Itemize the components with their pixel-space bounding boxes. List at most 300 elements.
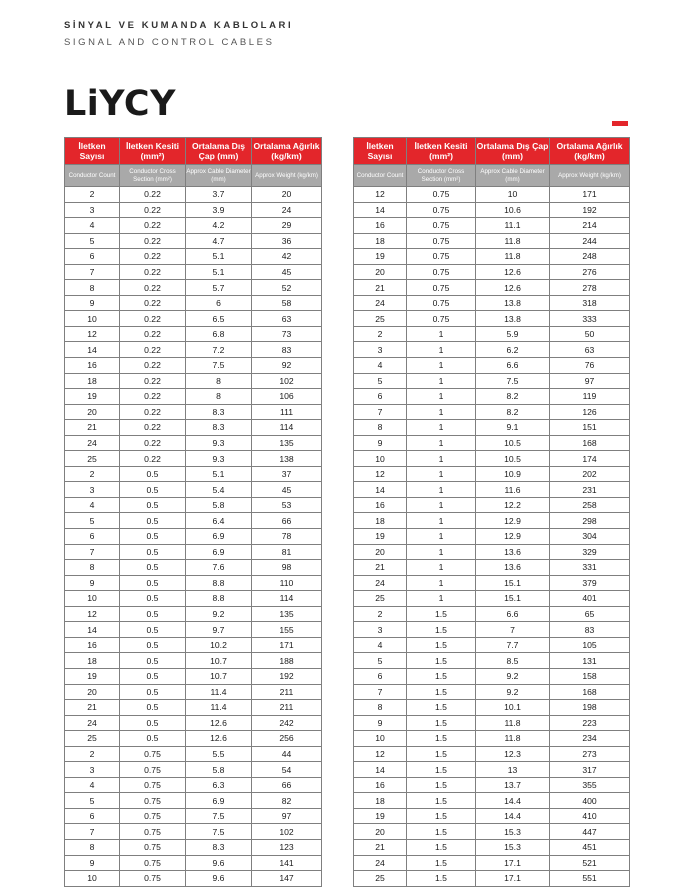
cell-weight: 135: [252, 606, 322, 622]
cell-diameter: 5.9: [476, 326, 550, 342]
cell-weight: 171: [550, 187, 630, 203]
cell-diameter: 8.3: [186, 839, 252, 855]
cell-diameter: 11.8: [476, 249, 550, 265]
cell-weight: 202: [550, 466, 630, 482]
cell-weight: 211: [252, 684, 322, 700]
cell-diameter: 15.1: [476, 591, 550, 607]
cell-section: 0.5: [120, 466, 186, 482]
table-row: [354, 326, 630, 342]
cell-count: 16: [65, 358, 120, 374]
cell-diameter: 6.9: [186, 529, 252, 545]
cell-count: 21: [354, 839, 407, 855]
cell-diameter: 9.7: [186, 622, 252, 638]
table-row: [65, 746, 322, 762]
cell-count: 12: [65, 326, 120, 342]
table-row: [65, 249, 322, 265]
accent-bar: [612, 121, 628, 126]
cell-count: 6: [354, 668, 407, 684]
cell-count: 18: [65, 373, 120, 389]
cell-weight: 141: [252, 855, 322, 871]
cell-count: 2: [65, 187, 120, 203]
col-header-section: İletken Kesiti (mm²): [407, 138, 476, 165]
table-row: [354, 808, 630, 824]
col-subheader-diameter: Approx Cable Diameter (mm): [186, 165, 252, 187]
cell-count: 16: [354, 218, 407, 234]
table-row: [65, 793, 322, 809]
cell-diameter: 11.8: [476, 233, 550, 249]
cell-count: 10: [65, 311, 120, 327]
cell-section: 0.75: [120, 824, 186, 840]
cell-weight: 379: [550, 575, 630, 591]
cell-count: 8: [354, 700, 407, 716]
cell-count: 2: [65, 466, 120, 482]
cell-count: 19: [65, 389, 120, 405]
cell-diameter: 12.2: [476, 497, 550, 513]
cell-count: 19: [354, 529, 407, 545]
cell-diameter: 12.9: [476, 513, 550, 529]
cell-section: 0.22: [120, 389, 186, 405]
cell-diameter: 12.6: [186, 715, 252, 731]
cell-diameter: 14.4: [476, 808, 550, 824]
cell-weight: 105: [550, 637, 630, 653]
product-title: LiYCY: [64, 84, 176, 124]
table-row: [65, 358, 322, 374]
cell-diameter: 7.5: [476, 373, 550, 389]
table-row: [65, 700, 322, 716]
cell-diameter: 17.1: [476, 871, 550, 887]
cell-diameter: 5.7: [186, 280, 252, 296]
table-row: [65, 389, 322, 405]
cell-weight: 244: [550, 233, 630, 249]
cell-weight: 273: [550, 746, 630, 762]
cell-count: 2: [354, 606, 407, 622]
table-row: [354, 497, 630, 513]
table-row: [354, 746, 630, 762]
table-row: [354, 762, 630, 778]
col-subheader-count: Conductor Count: [65, 165, 120, 187]
table-row: [65, 295, 322, 311]
cell-diameter: 11.4: [186, 684, 252, 700]
cell-diameter: 5.1: [186, 466, 252, 482]
cell-section: 0.22: [120, 358, 186, 374]
table-row: [65, 311, 322, 327]
cell-diameter: 12.6: [186, 731, 252, 747]
cell-count: 25: [65, 451, 120, 467]
table-row: [65, 731, 322, 747]
cell-count: 5: [65, 233, 120, 249]
cell-count: 20: [65, 684, 120, 700]
cell-count: 3: [65, 482, 120, 498]
table-row: [354, 529, 630, 545]
table-row: [65, 855, 322, 871]
cell-section: 0.5: [120, 715, 186, 731]
cell-diameter: 6.5: [186, 311, 252, 327]
cell-count: 21: [65, 420, 120, 436]
cell-weight: 111: [252, 404, 322, 420]
cell-weight: 214: [550, 218, 630, 234]
cell-count: 9: [65, 855, 120, 871]
section-heading-en: SIGNAL AND CONTROL CABLES: [64, 37, 275, 48]
cell-section: 0.5: [120, 684, 186, 700]
table-row: [65, 404, 322, 420]
cell-diameter: 6.9: [186, 544, 252, 560]
cell-section: 0.75: [407, 218, 476, 234]
cell-section: 0.22: [120, 342, 186, 358]
cell-diameter: 10.6: [476, 202, 550, 218]
cell-count: 6: [354, 389, 407, 405]
table-row: [65, 824, 322, 840]
cell-weight: 131: [550, 653, 630, 669]
cell-count: 7: [354, 404, 407, 420]
table-row: [354, 700, 630, 716]
cell-section: 1.5: [407, 606, 476, 622]
table-row: [65, 420, 322, 436]
cell-weight: 42: [252, 249, 322, 265]
cell-section: 0.75: [407, 202, 476, 218]
cell-weight: 234: [550, 731, 630, 747]
cell-count: 10: [65, 871, 120, 887]
cell-weight: 258: [550, 497, 630, 513]
cell-weight: 45: [252, 264, 322, 280]
cell-count: 7: [65, 824, 120, 840]
cell-section: 1: [407, 326, 476, 342]
table-row: [65, 668, 322, 684]
col-header-weight: Ortalama Ağırlık (kg/km): [550, 138, 630, 165]
cell-diameter: 7.6: [186, 560, 252, 576]
cell-count: 16: [65, 637, 120, 653]
cell-section: 1.5: [407, 824, 476, 840]
cell-section: 1.5: [407, 793, 476, 809]
cell-section: 0.22: [120, 451, 186, 467]
cell-diameter: 15.3: [476, 824, 550, 840]
cell-count: 21: [65, 700, 120, 716]
col-subheader-count: Conductor Count: [354, 165, 407, 187]
cell-section: 1.5: [407, 762, 476, 778]
table-row: [354, 560, 630, 576]
cell-count: 16: [354, 777, 407, 793]
table-row: [65, 482, 322, 498]
cell-count: 3: [354, 342, 407, 358]
cell-diameter: 9.2: [476, 684, 550, 700]
cell-count: 6: [65, 249, 120, 265]
cell-section: 0.5: [120, 544, 186, 560]
cell-section: 1: [407, 342, 476, 358]
cell-diameter: 7.2: [186, 342, 252, 358]
cell-weight: 114: [252, 591, 322, 607]
cell-weight: 333: [550, 311, 630, 327]
cell-diameter: 8.5: [476, 653, 550, 669]
table-row: [65, 591, 322, 607]
cell-diameter: 11.8: [476, 731, 550, 747]
cell-diameter: 10.1: [476, 700, 550, 716]
cell-weight: 123: [252, 839, 322, 855]
cell-count: 24: [65, 715, 120, 731]
cell-weight: 73: [252, 326, 322, 342]
cell-section: 1: [407, 529, 476, 545]
table-row: [65, 544, 322, 560]
cell-diameter: 5.8: [186, 762, 252, 778]
cell-count: 14: [354, 202, 407, 218]
cell-section: 1: [407, 389, 476, 405]
table-row: [354, 777, 630, 793]
table-row: [354, 264, 630, 280]
cell-count: 4: [65, 218, 120, 234]
cell-weight: 110: [252, 575, 322, 591]
cell-section: 1.5: [407, 746, 476, 762]
cell-count: 4: [65, 497, 120, 513]
cell-weight: 102: [252, 373, 322, 389]
table-row: [65, 233, 322, 249]
cell-diameter: 13: [476, 762, 550, 778]
cell-section: 0.75: [120, 808, 186, 824]
cell-diameter: 12.6: [476, 264, 550, 280]
table-row: [65, 264, 322, 280]
table-row: [354, 404, 630, 420]
table-row: [65, 497, 322, 513]
table-row: [354, 668, 630, 684]
cell-count: 18: [354, 513, 407, 529]
cell-weight: 171: [252, 637, 322, 653]
cell-diameter: 6.2: [476, 342, 550, 358]
cell-section: 0.5: [120, 637, 186, 653]
cell-diameter: 6.6: [476, 606, 550, 622]
table-row: [354, 435, 630, 451]
cell-diameter: 10: [476, 187, 550, 203]
cell-diameter: 9.3: [186, 435, 252, 451]
cell-section: 0.75: [120, 793, 186, 809]
table-row: [354, 575, 630, 591]
cell-section: 1: [407, 544, 476, 560]
cell-diameter: 9.6: [186, 871, 252, 887]
cell-weight: 97: [550, 373, 630, 389]
table-row: [354, 358, 630, 374]
table-row: [354, 824, 630, 840]
cell-section: 1.5: [407, 700, 476, 716]
cell-count: 25: [65, 731, 120, 747]
cell-count: 12: [354, 746, 407, 762]
cell-weight: 278: [550, 280, 630, 296]
table-row: [65, 513, 322, 529]
cell-count: 24: [354, 855, 407, 871]
col-header-count: İletken Sayısı: [65, 138, 120, 165]
cell-count: 4: [354, 358, 407, 374]
cell-weight: 298: [550, 513, 630, 529]
cell-diameter: 7.7: [476, 637, 550, 653]
cell-count: 20: [354, 824, 407, 840]
cell-weight: 106: [252, 389, 322, 405]
cell-diameter: 11.4: [186, 700, 252, 716]
cell-weight: 119: [550, 389, 630, 405]
cell-count: 24: [354, 295, 407, 311]
cell-count: 10: [354, 451, 407, 467]
cell-diameter: 5.4: [186, 482, 252, 498]
cell-diameter: 4.2: [186, 218, 252, 234]
cell-weight: 54: [252, 762, 322, 778]
cell-section: 0.5: [120, 622, 186, 638]
cell-diameter: 8: [186, 373, 252, 389]
cell-weight: 78: [252, 529, 322, 545]
cell-section: 0.22: [120, 404, 186, 420]
cell-weight: 92: [252, 358, 322, 374]
cell-count: 4: [354, 637, 407, 653]
cell-diameter: 8: [186, 389, 252, 405]
cell-weight: 53: [252, 497, 322, 513]
cell-weight: 114: [252, 420, 322, 436]
cell-count: 8: [65, 560, 120, 576]
cell-diameter: 15.1: [476, 575, 550, 591]
table-row: [65, 777, 322, 793]
cell-weight: 36: [252, 233, 322, 249]
cell-weight: 126: [550, 404, 630, 420]
cell-section: 0.22: [120, 280, 186, 296]
cell-section: 1.5: [407, 684, 476, 700]
cell-diameter: 8.3: [186, 404, 252, 420]
table-row: [354, 420, 630, 436]
cell-section: 1.5: [407, 777, 476, 793]
cell-count: 8: [354, 420, 407, 436]
table-row: [65, 202, 322, 218]
table-row: [65, 606, 322, 622]
col-header-weight: Ortalama Ağırlık (kg/km): [252, 138, 322, 165]
cell-count: 7: [65, 544, 120, 560]
cell-count: 19: [65, 668, 120, 684]
cell-weight: 168: [550, 684, 630, 700]
cell-section: 1.5: [407, 653, 476, 669]
table-row: [354, 202, 630, 218]
cell-section: 0.75: [407, 233, 476, 249]
cell-count: 12: [354, 187, 407, 203]
cell-diameter: 5.1: [186, 264, 252, 280]
cell-weight: 83: [550, 622, 630, 638]
cell-section: 0.75: [120, 871, 186, 887]
table-row: [354, 591, 630, 607]
spec-table-right: [353, 137, 630, 887]
cell-section: 1.5: [407, 871, 476, 887]
cell-section: 0.5: [120, 668, 186, 684]
cell-count: 7: [65, 264, 120, 280]
cell-count: 5: [65, 793, 120, 809]
cell-weight: 355: [550, 777, 630, 793]
cell-weight: 256: [252, 731, 322, 747]
cell-weight: 276: [550, 264, 630, 280]
cell-section: 1.5: [407, 808, 476, 824]
cell-section: 1: [407, 435, 476, 451]
cell-diameter: 8.8: [186, 591, 252, 607]
cell-weight: 551: [550, 871, 630, 887]
cell-weight: 65: [550, 606, 630, 622]
table-row: [65, 715, 322, 731]
cell-count: 3: [65, 762, 120, 778]
table-row: [354, 637, 630, 653]
cell-diameter: 10.5: [476, 435, 550, 451]
cell-count: 20: [354, 264, 407, 280]
table-row: [65, 529, 322, 545]
cell-weight: 45: [252, 482, 322, 498]
cell-section: 0.75: [120, 839, 186, 855]
table-row: [354, 871, 630, 887]
cell-weight: 223: [550, 715, 630, 731]
cell-section: 1.5: [407, 622, 476, 638]
cell-diameter: 10.9: [476, 466, 550, 482]
cell-section: 0.22: [120, 264, 186, 280]
cell-count: 5: [354, 373, 407, 389]
cell-diameter: 6: [186, 295, 252, 311]
cell-diameter: 10.5: [476, 451, 550, 467]
cell-count: 18: [354, 233, 407, 249]
cell-weight: 192: [550, 202, 630, 218]
col-header-diameter: Ortalama Dış Çap (mm): [186, 138, 252, 165]
cell-weight: 317: [550, 762, 630, 778]
cell-count: 25: [354, 871, 407, 887]
cell-diameter: 7: [476, 622, 550, 638]
table-row: [354, 466, 630, 482]
table-row: [65, 187, 322, 203]
cell-count: 14: [354, 482, 407, 498]
cell-weight: 318: [550, 295, 630, 311]
cell-weight: 52: [252, 280, 322, 296]
cell-weight: 37: [252, 466, 322, 482]
cell-diameter: 11.8: [476, 715, 550, 731]
cell-weight: 410: [550, 808, 630, 824]
cell-diameter: 7.5: [186, 358, 252, 374]
cell-count: 19: [354, 808, 407, 824]
cell-count: 10: [65, 591, 120, 607]
cell-section: 0.5: [120, 575, 186, 591]
table-row: [354, 187, 630, 203]
section-heading-tr: SİNYAL VE KUMANDA KABLOLARI: [64, 20, 294, 31]
cell-count: 5: [354, 653, 407, 669]
table-row: [354, 731, 630, 747]
cell-section: 1.5: [407, 637, 476, 653]
cell-weight: 400: [550, 793, 630, 809]
cell-weight: 76: [550, 358, 630, 374]
cell-section: 0.75: [407, 295, 476, 311]
table-row: [354, 233, 630, 249]
cell-diameter: 10.7: [186, 668, 252, 684]
cell-section: 0.75: [407, 249, 476, 265]
cell-section: 0.5: [120, 700, 186, 716]
cell-weight: 44: [252, 746, 322, 762]
cell-section: 1.5: [407, 715, 476, 731]
cell-section: 0.5: [120, 497, 186, 513]
cell-section: 1: [407, 591, 476, 607]
cell-section: 0.22: [120, 202, 186, 218]
cell-diameter: 9.1: [476, 420, 550, 436]
cell-section: 0.22: [120, 311, 186, 327]
cell-weight: 83: [252, 342, 322, 358]
cell-section: 0.5: [120, 653, 186, 669]
col-subheader-section: Conductor Cross Section (mm²): [407, 165, 476, 187]
table-row: [354, 373, 630, 389]
cell-diameter: 9.2: [476, 668, 550, 684]
cell-count: 14: [65, 622, 120, 638]
table-row: [354, 389, 630, 405]
table-row: [65, 373, 322, 389]
cell-diameter: 6.6: [476, 358, 550, 374]
cell-weight: 20: [252, 187, 322, 203]
table-row: [354, 544, 630, 560]
cell-weight: 168: [550, 435, 630, 451]
cell-diameter: 5.1: [186, 249, 252, 265]
table-row: [354, 482, 630, 498]
cell-diameter: 5.8: [186, 497, 252, 513]
cell-count: 21: [354, 280, 407, 296]
cell-count: 7: [354, 684, 407, 700]
cell-section: 1.5: [407, 731, 476, 747]
cell-diameter: 9.2: [186, 606, 252, 622]
cell-weight: 155: [252, 622, 322, 638]
table-row: [65, 684, 322, 700]
